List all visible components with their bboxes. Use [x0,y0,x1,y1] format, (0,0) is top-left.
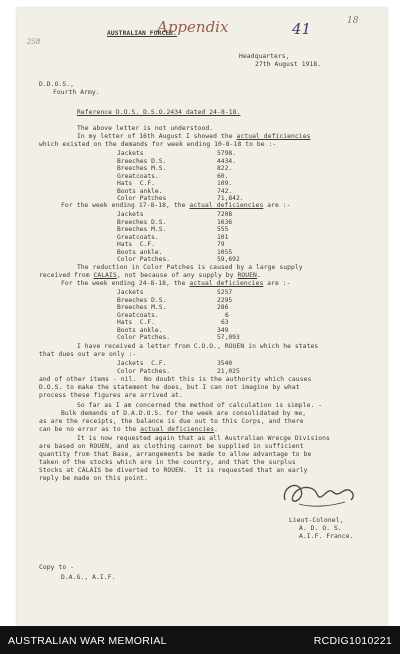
item-qty: 286 [217,304,229,311]
underlined-phrase: actual deficiencies [140,426,215,433]
paragraph-8-line-3: as are the receipts, the balance is due out to this Corps, and there [39,418,304,425]
paragraph-5 [61,280,291,288]
item-qty: 21,025 [217,367,240,375]
item-qty: 7208 [217,211,233,218]
signature-rank: Lieut-Colonel, [289,517,344,524]
item-name: Jackets [117,150,144,157]
item-qty: 101 [217,233,229,241]
item-qty: 71,842. [217,195,244,202]
text-run: . [214,426,219,433]
text-run: are :- [263,202,291,209]
reference-line: Reference D.O.S. D.S.O.2434 dated 24-8-18. [77,109,241,116]
item-qty: 60. [217,172,229,180]
text-run: received from [39,272,94,279]
paragraph-7-line-2: D.O.S. to make the statement he does, but I can not imagine by what [39,384,300,391]
text-run: For the week ending 24-8-18, the [61,280,190,287]
document-title: AUSTRALIAN FORCES. [107,30,178,37]
item-name: Jackets [117,211,144,218]
item-qty: 1055 [217,248,233,256]
item-name: Breeches M.S. [117,226,167,233]
corner-number: 18 [347,16,359,26]
item-name: Boots ankle. [117,248,163,256]
paragraph-9-line-4: taken of the stocks which are in the country, and that the surplus [39,459,296,466]
item-name: Hats C.F. [117,319,155,326]
paragraph-4-line-1: The reduction in Color Patches is caused by a large supply [77,264,303,271]
paragraph-9-line-1: It is now requested again that as all Australian Wrecge Divisions [77,435,330,442]
item-qty: 1636 [217,218,233,226]
item-name: Boots ankle. [117,187,163,195]
item-qty: 2295 [217,296,233,304]
item-name: Color Patches. [117,334,171,341]
item-qty: 822. [217,165,233,172]
text-run: are :- [263,280,291,287]
paragraph-7-line-3: process these figures are arrived at. [39,392,183,399]
item-qty: 79 [217,241,225,248]
letterhead-date: 27th August 1918. [255,61,322,68]
text-run: For the week ending 17-8-18, the [61,202,190,209]
item-name: Jackets [117,289,144,296]
item-name: Breeches D.S. [117,296,167,304]
item-name: Color Patches [117,195,167,202]
paragraph-9-line-3: quantity from that Base, arrangements be made to allow advantage to be [39,451,312,458]
appendix-number: 41 [292,20,312,38]
item-qty: 5257 [217,289,233,296]
paragraph-2-line-2: which existed on the demands for week ending 10-8-18 to be :- [39,141,277,148]
item-qty: 6 [225,311,229,319]
copy-recipient: D.A.G., A.I.F. [61,574,116,581]
text-run: In my letter of 16th August I showed the [77,133,237,140]
item-name: Boots ankle. [117,326,163,334]
paragraph-7-line-1: and of other items - nil. No doubt this is the authority which causes [39,376,312,383]
appendix-mark: Appendix [157,18,229,36]
item-qty: 59,692 [217,256,240,263]
recipient-line-1: D.D.O.S., [39,81,75,88]
footer-institution: AUSTRALIAN WAR MEMORIAL [8,635,167,647]
item-qty: 109. [217,180,233,187]
item-name: Color Patches. [117,367,171,375]
archive-number: 258 [27,38,41,46]
paragraph-1: The above letter is not understood. [77,125,214,132]
item-name: Color Patches. [117,256,171,263]
item-qty: 5798. [217,150,236,157]
item-qty: 63 [221,319,229,326]
signature-scribble [279,478,359,512]
item-name: Breeches M.S. [117,165,167,172]
paragraph-8-line-4 [39,426,218,434]
paragraph-9-line-5: Stocks at CALAIS be diverted to ROUEN. It is requested that an early [39,467,308,474]
item-qty: 555 [217,226,229,233]
item-qty: 742. [217,187,233,195]
item-name: Greatcoats. [117,233,159,241]
item-name: Breeches D.S. [117,157,167,165]
item-name: Greatcoats. [117,172,159,180]
item-qty: 57,093 [217,334,240,341]
item-qty: 3540 [217,360,233,367]
item-name: Jackets C.F. [117,360,167,367]
copy-label: Copy to - [39,564,75,571]
paragraph-9-line-6: reply be made on this point. [39,475,148,482]
text-run: can be no error as to the [39,426,141,433]
paragraph-6-line-2: that dues out are only :- [39,351,137,358]
paragraph-9-line-2: are based on ROUEN, and as clothing cannot be supplied in sufficient [39,443,304,450]
signature-unit: A.I.F. France. [299,533,354,540]
underlined-phrase: actual deficiencies [189,202,264,209]
paragraph-8-line-1: So far as I am concerned the method of calculation is simple. - [77,402,323,409]
underlined-place: CALAIS [93,272,117,279]
signature-title: A. D. O. S. [299,525,342,532]
paragraph-8-line-2: Bulk demands of D.A.D.O.S. for the week are consolidated by me, [61,410,307,417]
paragraph-6-line-1: I have received a letter from C.O.O., ROUEN in which he states [77,343,319,350]
item-name: Hats C.F. [117,241,155,248]
underlined-place: ROUEN [237,272,257,279]
paragraph-2-line-1 [77,133,310,141]
footer-record-id: RCDIG1010221 [313,635,392,647]
item-qty: 4434. [217,157,236,165]
item-name: Breeches D.S. [117,218,167,226]
item-name: Hats C.F. [117,180,155,187]
text-run: . [256,272,261,279]
paragraph-3 [61,202,291,210]
text-run: , not because of any supply by [116,272,238,279]
paragraph-4-line-2 [39,272,261,280]
item-name: Breeches M.S. [117,304,167,311]
underlined-phrase: actual deficiencies [189,280,264,287]
underlined-phrase: actual deficiencies [236,133,311,140]
item-qty: 349 [217,326,229,334]
recipient-line-2: Fourth Army. [53,89,100,96]
handwritten-signature [279,478,359,517]
item-name: Greatcoats. [117,311,159,319]
archive-footer [0,626,400,654]
document-page [17,8,387,626]
letterhead-place: Headquarters, [239,53,290,60]
